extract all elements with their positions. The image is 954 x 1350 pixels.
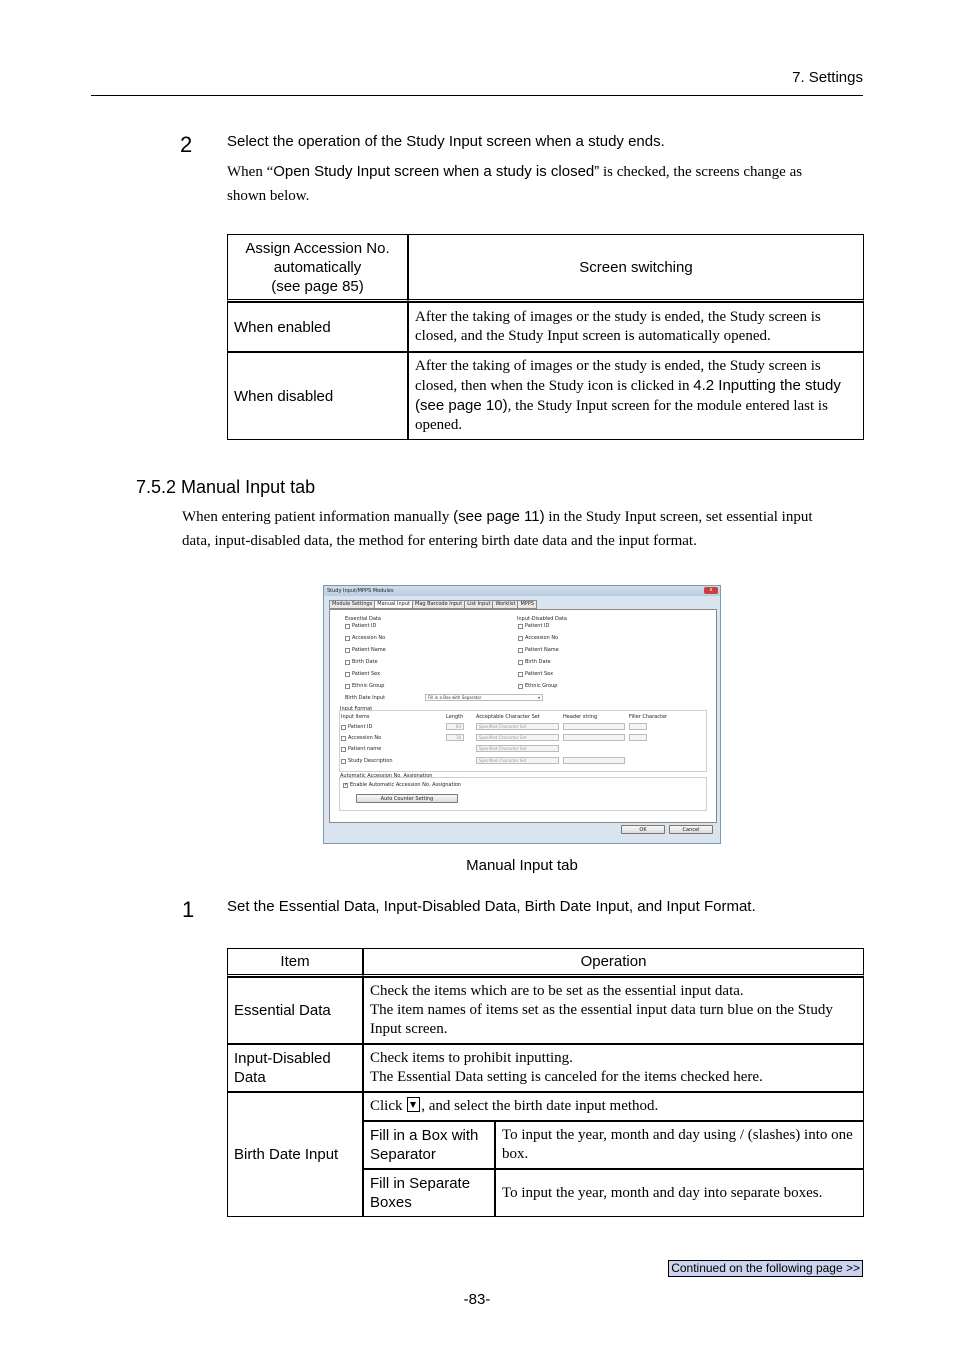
col-charset: Acceptable Character Set <box>476 714 540 720</box>
table-row <box>227 1092 864 1121</box>
manual-input-dialog <box>323 585 721 844</box>
checkbox-label: Patient Name <box>525 647 559 653</box>
checkbox-label: Patient Sex <box>525 671 554 677</box>
filler-field[interactable] <box>629 734 647 741</box>
charset-select[interactable]: Specified Character Set <box>476 734 559 741</box>
running-header: 7. Settings <box>792 69 863 86</box>
col-filler: Filler Character <box>629 714 668 720</box>
header-cell: Screen switching <box>408 234 864 302</box>
page-link[interactable]: 4.2 Inputting the study (see page 10) <box>415 377 841 414</box>
section-paragraph: When entering patient information manually (see page 11) in the Study Input screen, set essential input data, input-disabled data, the method for entering birth date data and the input format. <box>182 508 813 549</box>
header-cell: Operation <box>363 948 864 977</box>
checkbox-label: Patient Name <box>352 647 386 653</box>
dropdown-arrow-icon <box>407 1097 420 1112</box>
para-option-name: Open Study Input screen when a study is closed” <box>273 163 600 180</box>
checkbox-label: Patient ID <box>525 623 550 629</box>
disabled-checkbox[interactable] <box>518 648 523 653</box>
charset-select[interactable]: Specified Character Set <box>476 757 559 764</box>
birth-date-label: Birth Date Input <box>345 695 386 701</box>
checkbox-label: Birth Date <box>525 659 551 665</box>
step-heading: Set the Essential Data, Input-Disabled Data, Birth Date Input, and Input Format. <box>227 898 756 915</box>
header-cell: Assign Accession No. automatically (see page 85) <box>227 234 408 302</box>
col-length: Length <box>446 714 464 720</box>
row-text: Check the items which are to be set as the essential input data. The item names of items set as the essential input data turn blue on the Study Input screen. <box>363 977 864 1044</box>
checkbox-label: Ethnic Group <box>352 683 385 689</box>
dialog-title-bar <box>324 586 720 596</box>
para-text: When “ <box>227 164 274 180</box>
close-button[interactable]: x <box>704 587 718 594</box>
header-field[interactable] <box>563 757 625 764</box>
charset-select[interactable]: Specified Character Set <box>476 723 559 730</box>
format-checkbox[interactable] <box>341 747 346 752</box>
tab-panel <box>329 609 717 823</box>
birth-date-select[interactable]: Fill in a Box with Separator ▾ <box>425 694 543 701</box>
filler-field[interactable] <box>629 723 647 730</box>
auto-group-label: Automatic Accession No. Assignation <box>340 773 433 779</box>
essential-checkbox[interactable] <box>345 636 350 641</box>
checkbox-label: Accession No <box>525 635 559 641</box>
figure-caption: Manual Input tab <box>466 857 578 874</box>
essential-checkbox[interactable] <box>345 624 350 629</box>
page-number: -83- <box>463 1291 491 1308</box>
header-field[interactable] <box>563 734 625 741</box>
option-desc: To input the year, month and day into separate boxes. <box>495 1169 864 1217</box>
format-row-label: Patient ID <box>348 724 373 730</box>
step-heading: Select the operation of the Study Input screen when a study ends. <box>227 133 665 150</box>
col-input-items: Input Items <box>341 714 370 720</box>
page-link[interactable]: (see page 11) <box>453 508 545 525</box>
checkbox-label: Birth Date <box>352 659 378 665</box>
table-row <box>227 977 864 1044</box>
tab-list-input[interactable]: List Input <box>464 600 493 609</box>
checkbox-label: Patient ID <box>352 623 377 629</box>
essential-checkbox[interactable] <box>345 672 350 677</box>
auto-checkbox[interactable]: ✓ <box>344 782 349 788</box>
items-operation-table <box>227 948 864 1217</box>
checkbox-label: Accession No <box>352 635 386 641</box>
row-text: After the taking of images or the study is ended, the Study screen is closed, and the Study Input screen is automatically opened. <box>408 302 864 352</box>
row-text: Check items to prohibit inputting. The Essential Data setting is canceled for the items checked here. <box>363 1044 864 1092</box>
input-format-label: Input Format <box>340 706 373 712</box>
essential-checkbox[interactable] <box>345 660 350 665</box>
checkbox-label: Patient Sex <box>352 671 381 677</box>
option-label: Fill in a Box with Separator <box>363 1121 495 1169</box>
header-rule <box>91 95 863 96</box>
input-disabled-label: Input-Disabled Data <box>517 616 567 622</box>
cancel-button[interactable]: Cancel <box>669 825 713 834</box>
auto-counter-button[interactable]: Auto Counter Setting <box>356 794 458 803</box>
para-text: shown below. <box>227 188 310 204</box>
step-number: 2 <box>180 132 193 157</box>
disabled-checkbox[interactable] <box>518 672 523 677</box>
table-row <box>227 302 864 352</box>
disabled-checkbox[interactable] <box>518 624 523 629</box>
row-label: When disabled <box>227 352 408 440</box>
tab-bar <box>329 600 536 609</box>
charset-select[interactable]: Specified Character Set <box>476 745 559 752</box>
step-paragraph <box>227 160 867 208</box>
screen-switching-table <box>227 234 864 440</box>
row-label: Input-Disabled Data <box>227 1044 363 1092</box>
format-row-label: Patient name <box>348 746 382 752</box>
tab-mpps[interactable]: MPPS <box>517 600 537 609</box>
table-row <box>227 352 864 440</box>
disabled-checkbox[interactable] <box>518 636 523 641</box>
length-field[interactable]: 64 <box>446 723 464 730</box>
col-header: Header string <box>563 714 598 720</box>
disabled-checkbox[interactable] <box>518 660 523 665</box>
essential-checkbox[interactable] <box>345 648 350 653</box>
row-text: Click , and select the birth date input method. <box>363 1092 864 1121</box>
para-text: is checked, the screens change as <box>599 164 803 180</box>
section-title: 7.5.2 Manual Input tab <box>136 477 316 497</box>
row-text: After the taking of images or the study is ended, the Study screen is closed, then when the Study icon is clicked in 4.2 Inputting the study (see page 10), the Study Input screen for the module entered last is opened. <box>408 352 864 440</box>
table-header-row <box>227 234 864 302</box>
format-checkbox[interactable] <box>341 736 346 741</box>
header-field[interactable] <box>563 723 625 730</box>
checkbox-label: Ethnic Group <box>525 683 558 689</box>
disabled-checkbox[interactable] <box>518 684 523 689</box>
essential-data-label: Essential Data <box>345 616 381 622</box>
row-label: When enabled <box>227 302 408 352</box>
table-header-row <box>227 948 864 977</box>
row-label: Essential Data <box>227 977 363 1044</box>
option-desc: To input the year, month and day using / (slashes) into one box. <box>495 1121 864 1169</box>
table-row <box>227 1044 864 1092</box>
step-number: 1 <box>182 897 195 922</box>
format-row-label: Accession No <box>348 735 382 741</box>
tab-manual-input[interactable]: Manual Input <box>374 600 413 609</box>
tab-module-settings[interactable]: Module Settings <box>329 600 375 609</box>
essential-checkbox[interactable] <box>345 684 350 689</box>
row-label: Birth Date Input <box>227 1092 363 1217</box>
length-field[interactable]: 16 <box>446 734 464 741</box>
continued-link[interactable]: Continued on the following page >> <box>668 1260 863 1277</box>
auto-checkbox-label: Enable Automatic Accession No. Assignation <box>350 782 462 788</box>
format-row-label: Study Description <box>348 758 393 764</box>
option-label: Fill in Separate Boxes <box>363 1169 495 1217</box>
chevron-down-icon: ▾ <box>537 695 540 700</box>
dialog-title: Study Input/MPPS Modules <box>327 588 394 594</box>
ok-button[interactable]: OK <box>621 825 665 834</box>
format-checkbox[interactable] <box>341 725 346 730</box>
format-checkbox[interactable] <box>341 759 346 764</box>
tab-worklist[interactable]: Worklist <box>492 600 518 609</box>
header-cell: Item <box>227 948 363 977</box>
tab-mag-barcode-input[interactable]: Mag Barcode Input <box>412 600 465 609</box>
